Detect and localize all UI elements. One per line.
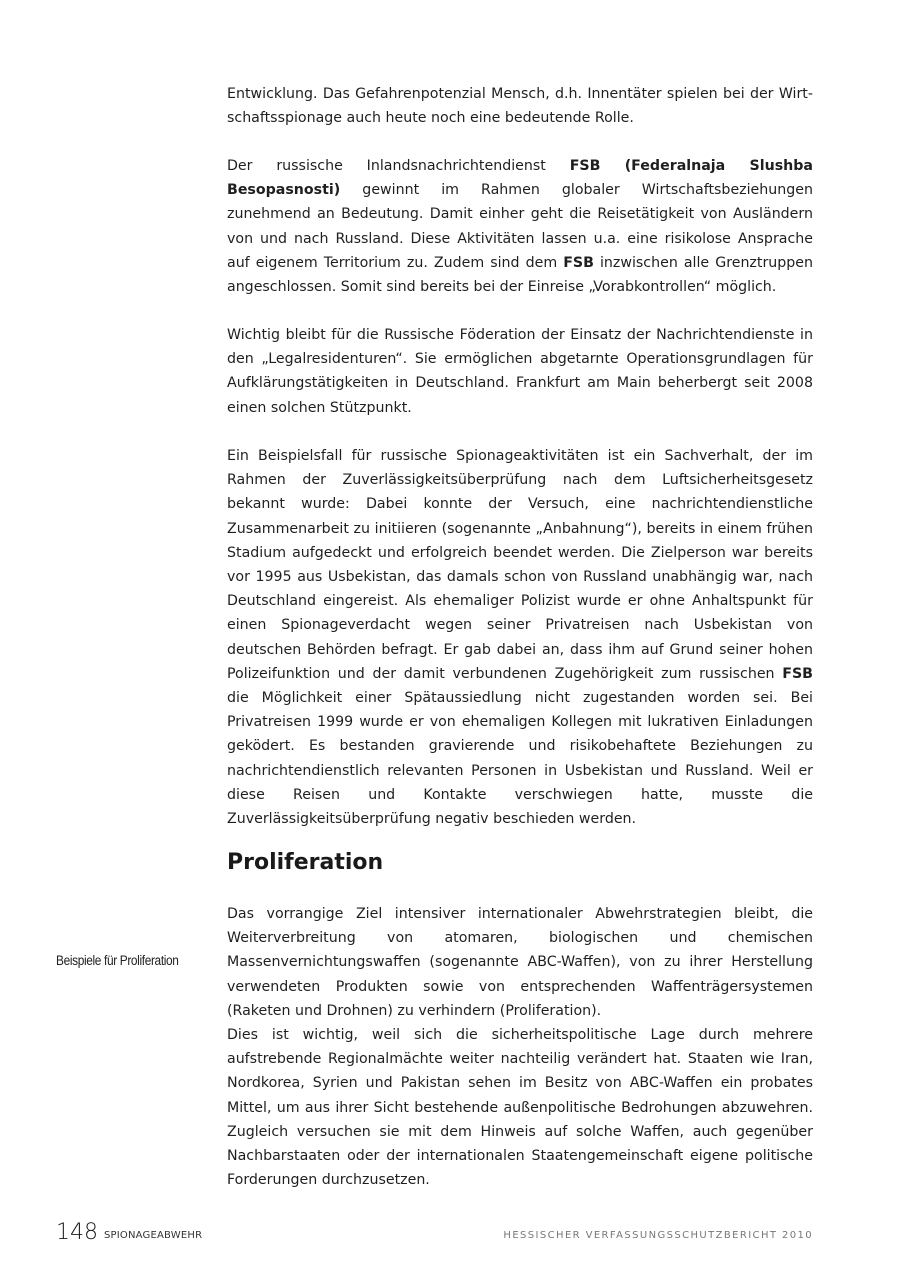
bold-term: FSB (563, 254, 594, 271)
bold-term: FSB (782, 665, 813, 682)
section-heading: Proliferation (227, 850, 384, 875)
text-run: gewinnt im Rahmen globaler Wirtschaftsbeziehungen zunehmend an Bedeutung. Damit einher geht die Reisetätigkeit von Ausländern von und nach Russland. Diese Aktivitäten lassen u.a. eine risikolose Ansprache auf eigenem Territorium zu. Zudem sind dem (227, 182, 813, 271)
paragraph-proliferation-goal: Das vorrangige Ziel intensiver internationaler Abwehrstrategien bleibt, die Weiterverbreitung von atomaren, biologischen und chemischen Massenvernichtungswaffen (sogenannte ABC-Waffen), von zu ihrer Herstellung verwendeten Produkten sowie von entsprechenden Waffenträgersystemen (Raketen und Drohnen) zu verhindern (Proliferation). (227, 906, 813, 1019)
paragraph-legalresidenturen: Wichtig bleibt für die Russische Föderation der Einsatz der Nachrichtendienste in den „Legalresidenturen“. Sie ermöglichen abgetarnte Operationsgrundlagen für Aufklärungstätigkeiten in Deutschland. Frankfurt am Main beherbergt seit 2008 einen solchen Stützpunkt. (227, 327, 813, 416)
margin-note: Beispiele für Proliferation (56, 953, 179, 968)
paragraph-case-example (227, 444, 813, 831)
paragraph-security-situation: Dies ist wichtig, weil sich die sicherheitspolitische Lage durch mehrere aufstrebende Regionalmächte weiter nachteilig verändert hat. Staaten wie Iran, Nordkorea, Syrien und Pakistan sehen im Besitz von ABC-Waffen ein probates Mittel, um aus ihrer Sicht bestehende außenpolitische Bedrohungen abzuwehren. Zugleich versuchen sie mit dem Hinweis auf solche Waffen, auch gegenüber Nachbarstaaten oder der internationalen Staatengemeinschaft eigene politische Forderungen durchzusetzen. (227, 1027, 813, 1189)
text-run: die Möglichkeit einer Spätaussiedlung nicht zugestanden worden sei. Bei Privatreisen 1999 wurde er von ehemaligen Kollegen mit lukrativen Einladungen geködert. Es bestanden gravierende und risikobehaftete Beziehungen zu nachrichtendienstlich relevanten Personen in Usbekistan und Russland. Weil er diese Reisen und Kontakte verschwiegen hatte, musste die Zuverlässigkeitsüberprüfung negativ beschieden werden. (227, 690, 813, 828)
footer-report-title: HESSISCHER VERFASSUNGSSCHUTZBERICHT 2010 (503, 1230, 813, 1241)
text-run: Ein Beispielsfall für russische Spionageaktivitäten ist ein Sachverhalt, der im Rahmen der Zuverlässigkeitsüberprüfung nach dem Luftsicherheitsgesetz bekannt wurde: Dabei konnte der Versuch, eine nachrichtendienstliche Zusammenarbeit zu initiieren (sogenannte „Anbahnung“), bereits in einem frühen Stadium aufgedeckt und erfolgreich beendet werden. Die Zielperson war bereits vor 1995 aus Usbekistan, das damals schon von Russland unabhängig war, nach Deutschland eingereist. Als ehemaliger Polizist wurde er ohne Anhaltspunkt für einen Spionageverdacht wegen seiner Privatreisen nach Usbekistan von deutschen Behörden befragt. Er gab dabei an, dass ihm auf Grund seiner hohen Polizeifunktion und der damit verbundenen Zugehörigkeit zum russischen (227, 448, 813, 682)
page-footer (0, 1218, 900, 1248)
footer-section: SPIONAGEABWEHR (104, 1230, 203, 1241)
bold-term: FSB (Federalnaja Slushba Besopasnosti) (227, 158, 813, 199)
paragraph-intro: Entwicklung. Das Gefahrenpotenzial Mensch, d.h. Innentäter spielen bei der Wirtschaftsspionage auch heute noch eine bedeutende Rolle. (227, 86, 813, 127)
text-run: Der russische Inlandsnachrichtendienst (227, 158, 570, 174)
text-run: inzwischen alle Grenztruppen angeschlossen. Somit sind bereits bei der Einreise „Vorabkontrollen“ möglich. (227, 254, 814, 296)
paragraph-fsb (227, 154, 813, 299)
page-number: 148 (56, 1220, 98, 1245)
